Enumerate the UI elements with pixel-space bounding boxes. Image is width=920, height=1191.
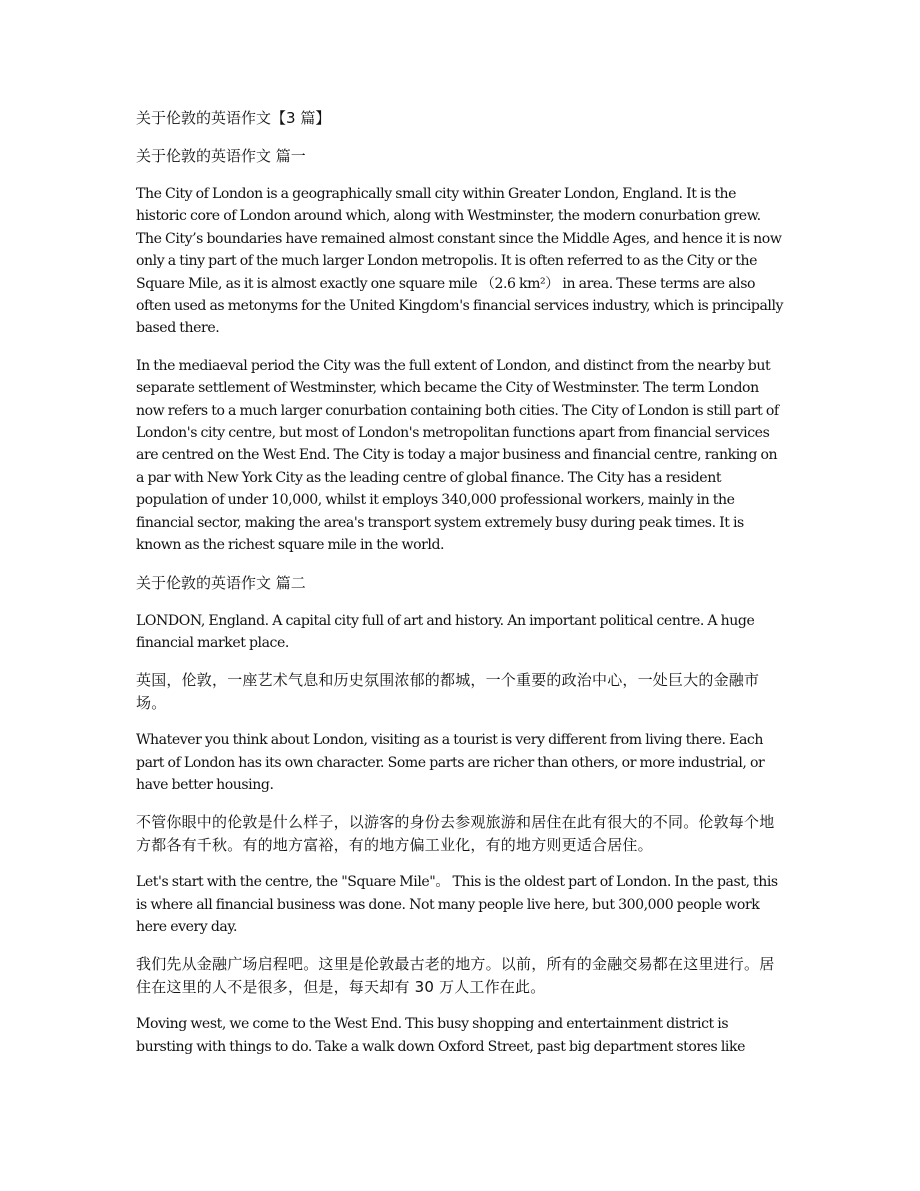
- paragraph: The City of London is a geographically small city within Greater London, England. It is the historic core of London around which, along with Westminster, the modern conurbation grew. The City’s boundaries have remained almost constant since the Middle Ages, and hence it is now only a tiny part of the much larger London metropolis. It is often referred to as the City or the Square Mile, as it is almost exactly one square mile （2.6 km²） in area. These terms are also often used as metonyms for the United Kingdom's financial services industry, which is principally based there.: [136, 186, 784, 337]
- paragraph-english: LONDON, England. A capital city full of art and history. An important political centre. A huge financial market place.: [136, 612, 755, 651]
- document-title: 关于伦敦的英语作文【3 篇】: [136, 109, 331, 127]
- paragraph-chinese: 英国，伦敦，一座艺术气息和历史氛围浓郁的都城，一个重要的政治中心，一处巨大的金融市场。: [136, 671, 760, 712]
- paragraph-chinese: 我们先从金融广场启程吧。这里是伦敦最古老的地方。以前，所有的金融交易都在这里进行。居住在这里的人不是很多，但是，每天却有 30 万人工作在此。: [136, 955, 775, 996]
- section-heading-2: 关于伦敦的英语作文 篇二: [136, 573, 306, 592]
- document-page: [136, 107, 784, 1073]
- paragraph-chinese: 不管你眼中的伦敦是什么样子，以游客的身份去参观旅游和居住在此有很大的不同。伦敦每个地方都各有千秋。有的地方富裕，有的地方偏工业化，有的地方则更适合居住。: [136, 813, 775, 854]
- section-heading-1: 关于伦敦的英语作文 篇一: [136, 147, 306, 165]
- paragraph-english: Let's start with the centre, the "Square Mile"。 This is the oldest part of London. In the past, this is where all financial business was done. Not many people live here, but 300,000 people work here every day.: [136, 874, 778, 935]
- paragraph-english: Moving west, we come to the West End. This busy shopping and entertainment district is bursting with things to do. Take a walk down Oxford Street, past big department stores like: [136, 1016, 745, 1055]
- paragraph-english: Whatever you think about London, visiting as a tourist is very different from living there. Each part of London has its own character. Some parts are richer than others, or more industrial, or have better housing.: [136, 732, 765, 793]
- paragraph: In the mediaeval period the City was the full extent of London, and distinct from the nearby but separate settlement of Westminster, which became the City of Westminster. The term London now refers to a much larger conurbation containing both cities. The City of London is still part of London's city centre, but most of London's metropolitan functions apart from financial services are centred on the West End. The City is today a major business and financial centre, ranking on a par with New York City as the leading centre of global finance. The City has a resident population of under 10,000, whilst it employs 340,000 professional workers, mainly in the financial sector, making the area's transport system extremely busy during peak times. It is known as the richest square mile in the world.: [136, 357, 779, 554]
